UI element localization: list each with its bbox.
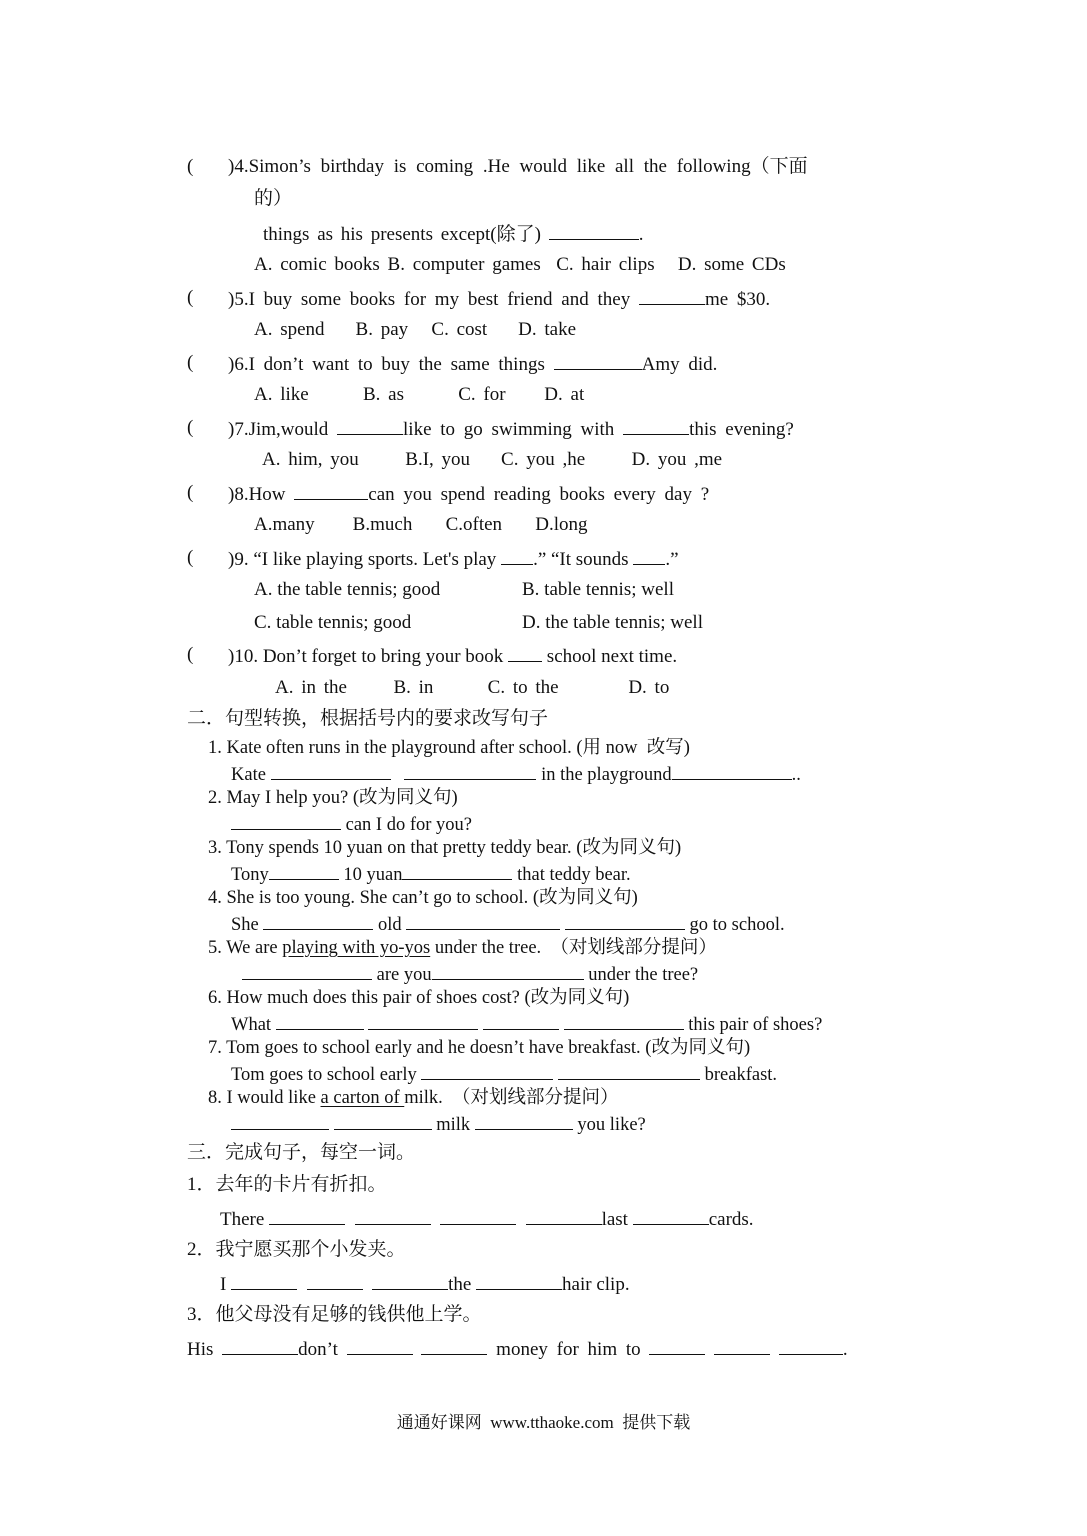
answer-blank[interactable]	[404, 761, 536, 780]
q7-stem: )7.Jim,would like to go swimming with this evening?	[228, 416, 794, 442]
answer-blank[interactable]	[475, 1111, 573, 1130]
answer-blank[interactable]	[432, 961, 584, 980]
q10-stem: )10. Don’t forget to bring your book school next time.	[228, 643, 677, 669]
q6-options: A. like B. as C. for D. at	[254, 384, 585, 405]
answer-blank[interactable]	[222, 1336, 298, 1355]
q6-stem: )6.I don’t want to buy the same things Amy did.	[228, 351, 717, 377]
s2-a5: are you under the tree?	[242, 961, 698, 987]
s2-a8: milk you like?	[231, 1111, 646, 1137]
q9-paren: (	[187, 547, 194, 568]
s3-a3: His don’t money for him to .	[187, 1336, 848, 1362]
answer-blank[interactable]	[294, 481, 368, 500]
s2-a1: Kate in the playground ..	[231, 761, 801, 787]
answer-blank[interactable]	[269, 861, 339, 880]
q5-paren: (	[187, 287, 194, 308]
s2-q7: 7. Tom goes to school early and he doesn’t have breakfast. (改为同义句)	[208, 1038, 751, 1058]
s3-a2: I the hair clip.	[220, 1271, 630, 1297]
answer-blank[interactable]	[334, 1111, 432, 1130]
answer-blank[interactable]	[355, 1206, 431, 1225]
answer-blank[interactable]	[501, 546, 533, 565]
s2-a3: Tony 10 yuan that teddy bear.	[231, 861, 631, 887]
s3-q1: 1．去年的卡片有折扣。	[187, 1174, 387, 1195]
section3-heading: 三．完成句子，每空一词。	[187, 1142, 416, 1163]
answer-blank[interactable]	[231, 1111, 329, 1130]
q8-stem: )8.How can you spend reading books every day ?	[228, 481, 709, 507]
answer-blank[interactable]	[269, 1206, 345, 1225]
s2-q3: 3. Tony spends 10 yuan on that pretty teddy bear. (改为同义句)	[208, 838, 682, 858]
q5-stem: )5.I buy some books for my best friend and they me $30.	[228, 286, 770, 312]
s2-q8: 8. I would like a carton of milk. （对划线部分提问）	[208, 1088, 619, 1108]
s2-q5: 5. We are playing with yo-yos under the tree. （对划线部分提问）	[208, 938, 717, 958]
q4-stem-cont: 的）	[254, 188, 293, 209]
answer-blank[interactable]	[526, 1206, 602, 1225]
answer-blank[interactable]	[564, 1011, 684, 1030]
footer-source: 通通好课网 www.tthaoke.com 提供下载	[396, 1413, 691, 1432]
answer-blank[interactable]	[554, 351, 642, 370]
answer-blank[interactable]	[368, 1011, 478, 1030]
s2-q6: 6. How much does this pair of shoes cost? (改为同义句)	[208, 988, 630, 1008]
answer-blank[interactable]	[231, 811, 341, 830]
answer-blank[interactable]	[421, 1061, 553, 1080]
answer-blank[interactable]	[633, 546, 665, 565]
q4-stem-line3: things as his presents except(除了) .	[263, 221, 643, 247]
q6-paren: (	[187, 352, 194, 373]
q10-options: A. in the B. in C. to the D. to	[275, 677, 670, 698]
q5-options: A. spend B. pay C. cost D. take	[254, 319, 577, 340]
s3-q2: 2．我宁愿买那个小发夹。	[187, 1239, 406, 1260]
answer-blank[interactable]	[440, 1206, 516, 1225]
answer-blank[interactable]	[508, 643, 542, 662]
q9-option-b: B. table tennis; well	[522, 579, 674, 600]
section2-heading: 二．句型转换，根据括号内的要求改写句子	[187, 708, 549, 729]
q7-options: A. him, you B.I, you C. you ,he D. you ,me	[262, 449, 723, 470]
answer-blank[interactable]	[639, 286, 705, 305]
answer-blank[interactable]	[779, 1336, 843, 1355]
answer-blank[interactable]	[476, 1271, 562, 1290]
s2-q1: 1. Kate often runs in the playground after school. (用 now 改写)	[208, 738, 690, 758]
answer-blank[interactable]	[623, 416, 689, 435]
s3-a1: There last cards.	[220, 1206, 754, 1232]
q9-option-a: A. the table tennis; good	[254, 579, 441, 600]
q7-paren: (	[187, 417, 194, 438]
q10-paren: (	[187, 644, 194, 665]
answer-blank[interactable]	[649, 1336, 705, 1355]
s3-q3: 3．他父母没有足够的钱供他上学。	[187, 1304, 482, 1325]
answer-blank[interactable]	[337, 416, 403, 435]
s2-a2: can I do for you?	[231, 811, 472, 837]
s2-a7: Tom goes to school early breakfast.	[231, 1061, 777, 1087]
answer-blank[interactable]	[672, 761, 792, 780]
s2-q4: 4. She is too young. She can’t go to school. (改为同义句)	[208, 888, 638, 908]
s2-a6: What this pair of shoes?	[231, 1011, 822, 1037]
q8-options: A.many B.much C.often D.long	[254, 514, 588, 535]
answer-blank[interactable]	[406, 911, 560, 930]
answer-blank[interactable]	[565, 911, 685, 930]
answer-blank[interactable]	[263, 911, 373, 930]
answer-blank[interactable]	[633, 1206, 709, 1225]
q4-stem: )4.Simon’s birthday is coming .He would like all the following（下面	[228, 156, 808, 177]
answer-blank[interactable]	[307, 1271, 363, 1290]
answer-blank[interactable]	[402, 861, 512, 880]
answer-blank[interactable]	[242, 961, 372, 980]
answer-blank[interactable]	[549, 221, 639, 240]
q9-stem: )9. “I like playing sports. Let's play .” “It sounds .”	[228, 546, 679, 572]
answer-blank[interactable]	[714, 1336, 770, 1355]
q4-options: A. comic books B. computer games C. hair clips D. some CDs	[254, 254, 786, 275]
answer-blank[interactable]	[231, 1271, 297, 1290]
q9-option-c: C. table tennis; good	[254, 612, 412, 633]
answer-blank[interactable]	[483, 1011, 559, 1030]
answer-blank[interactable]	[276, 1011, 364, 1030]
q9-option-d: D. the table tennis; well	[522, 612, 703, 633]
s2-a4: She old go to school.	[231, 911, 785, 937]
q8-paren: (	[187, 482, 194, 503]
answer-blank[interactable]	[558, 1061, 700, 1080]
answer-blank[interactable]	[271, 761, 391, 780]
s2-q2: 2. May I help you? (改为同义句)	[208, 788, 458, 808]
answer-blank[interactable]	[421, 1336, 487, 1355]
q4-paren: (	[187, 156, 194, 177]
answer-blank[interactable]	[372, 1271, 448, 1290]
answer-blank[interactable]	[347, 1336, 413, 1355]
